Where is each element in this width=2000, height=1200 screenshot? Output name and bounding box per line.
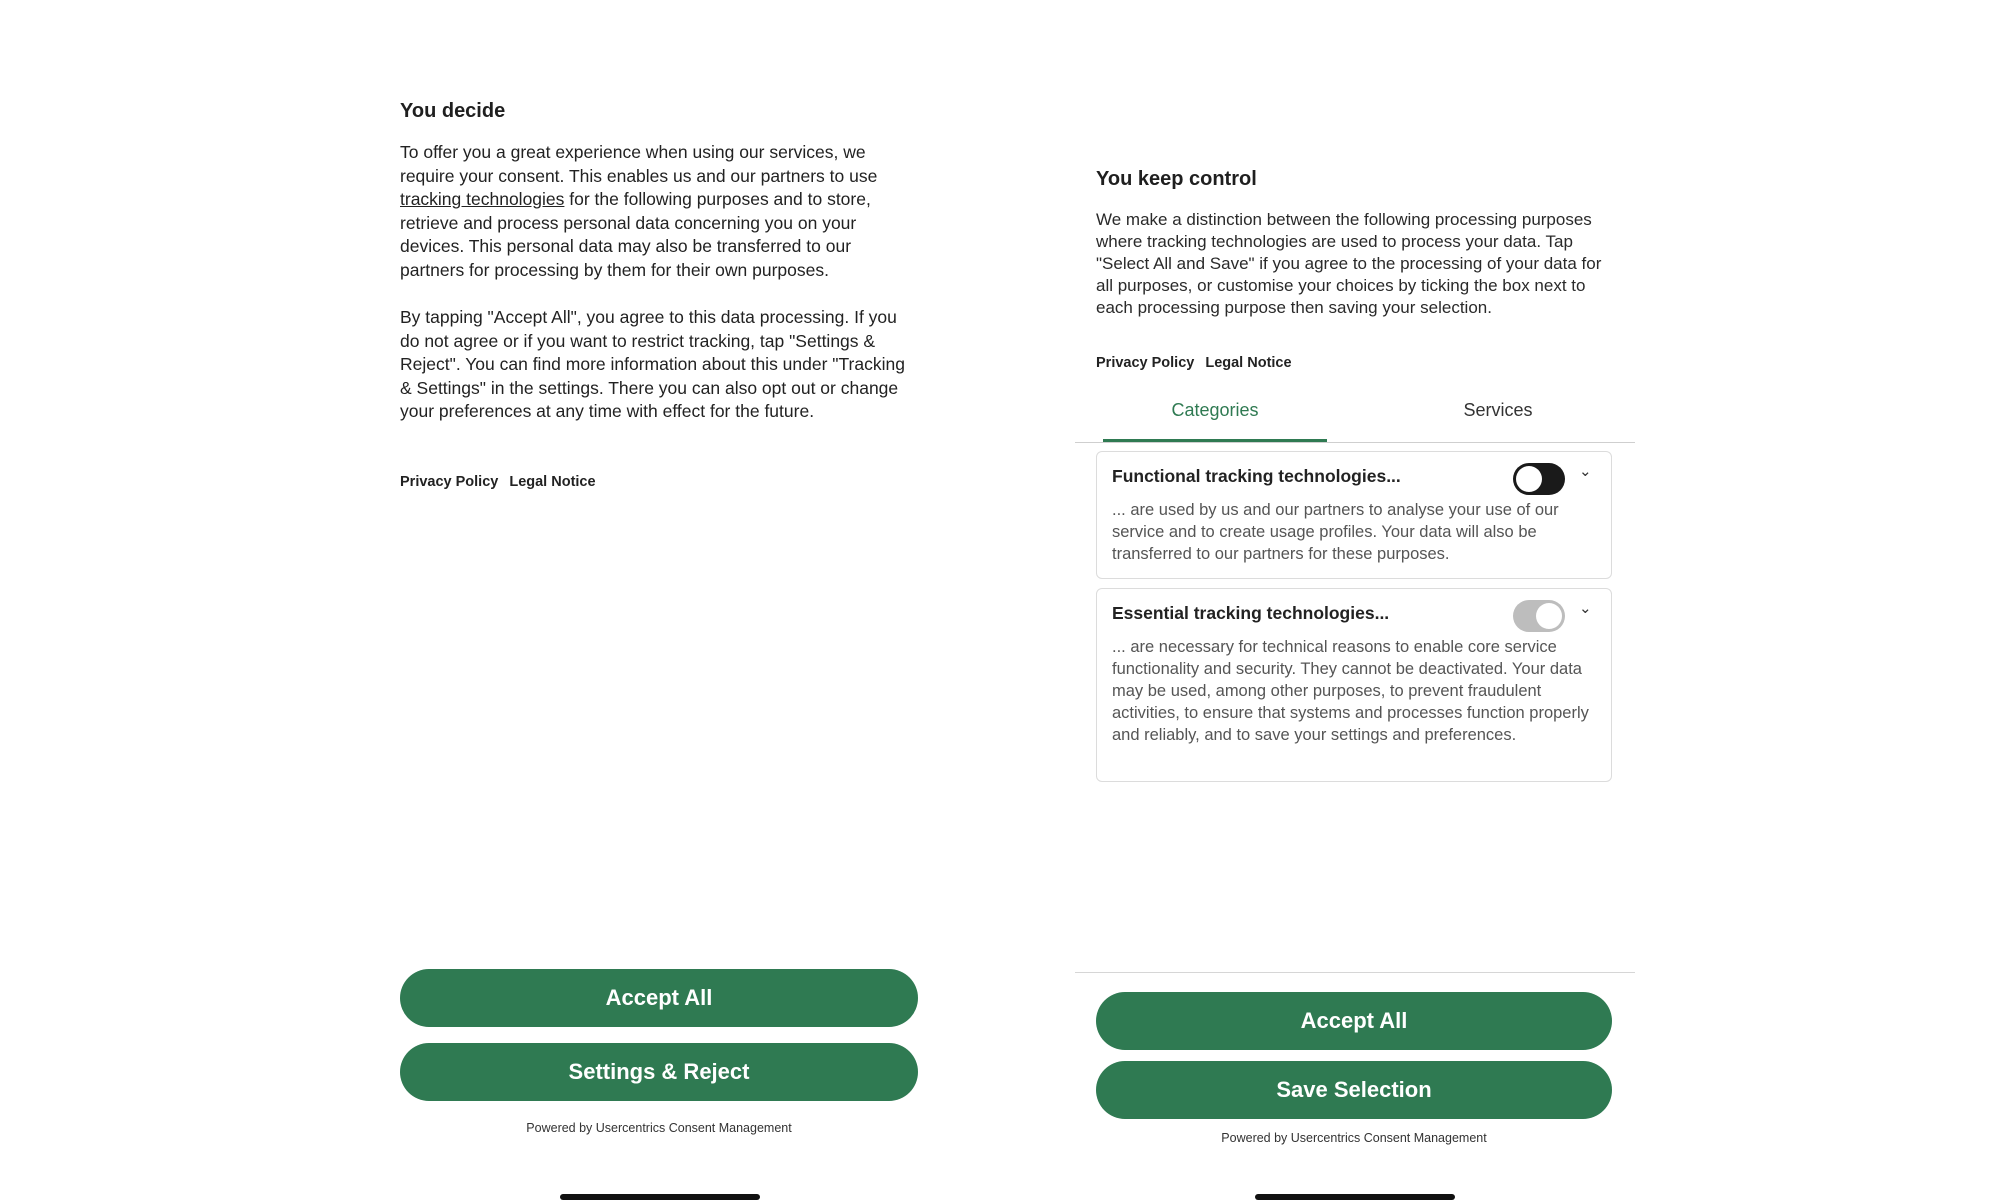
settings-reject-button[interactable]: Settings & Reject [400, 1043, 918, 1101]
footer-divider [1075, 972, 1635, 973]
chevron-down-icon[interactable]: ⌄ [1579, 463, 1592, 480]
accept-all-button[interactable]: Accept All [1096, 992, 1612, 1050]
intro-paragraph: We make a distinction between the following processing purposes where tracking technologies are used to process your data. Tap "Select All and Save" if you agree to the processing of your data for all purposes, or customise your choices by ticking the box next to each processing purpose then saving your selection. [1096, 210, 1602, 317]
save-selection-button[interactable]: Save Selection [1096, 1061, 1612, 1119]
intro-paragraph [400, 141, 915, 282]
intro-text-end: for the following purposes and to store, retrieve and process personal data concerning you on your devices. This personal data may also be transferred to our partners for processing by them for their own purposes. [400, 189, 871, 280]
legal-links [1096, 355, 1292, 371]
privacy-policy-link[interactable]: Privacy Policy [1096, 355, 1195, 371]
legal-notice-link[interactable]: Legal Notice [509, 474, 596, 490]
tracking-technologies-link[interactable]: tracking technologies [400, 189, 565, 209]
privacy-policy-link[interactable]: Privacy Policy [400, 474, 499, 490]
consent-screen-second-layer [1075, 0, 1635, 1200]
accept-all-button[interactable]: Accept All [400, 969, 918, 1027]
home-indicator [1255, 1194, 1455, 1200]
category-title: Essential tracking technologies... [1112, 603, 1390, 623]
legal-notice-link[interactable]: Legal Notice [1205, 355, 1292, 371]
category-description: ... are necessary for technical reasons to enable core service functionality and security. They cannot be deactivated. Your data may be used, among other purposes, to prevent fraudulent activities, to ensure that systems and processes function properly and reliably, and to save your settings and preferences. [1112, 638, 1589, 744]
page-title: You decide [400, 100, 506, 122]
toggle-knob [1516, 466, 1542, 492]
page-title: You keep control [1096, 168, 1257, 190]
tab-categories[interactable]: Categories [1171, 400, 1259, 420]
functional-toggle[interactable] [1513, 463, 1565, 495]
category-card-functional [1096, 451, 1612, 579]
legal-links [400, 474, 596, 490]
powered-by-text: Powered by Usercentrics Consent Management [1221, 1131, 1487, 1145]
active-tab-indicator [1103, 439, 1327, 442]
essential-toggle [1513, 600, 1565, 632]
intro-text-start: To offer you a great experience when using our services, we require your consent. This enables us and our partners to use [400, 142, 878, 186]
category-description: ... are used by us and our partners to analyse your use of our service and to create usage profiles. Your data will also be transferred to our partners for these purposes. [1112, 501, 1559, 563]
tab-services[interactable]: Services [1463, 400, 1533, 420]
tab-bar [1075, 390, 1635, 443]
consent-paragraph: By tapping "Accept All", you agree to this data processing. If you do not agree or if you want to restrict tracking, tap "Settings & Reject". You can find more information about this under "Tracking & Settings" in the settings. There you can also opt out or change your preferences at any time with effect for the future. [400, 307, 905, 421]
home-indicator [560, 1194, 760, 1200]
consent-screen-first-layer [400, 0, 920, 1200]
toggle-knob [1536, 603, 1562, 629]
category-card-essential [1096, 588, 1612, 782]
category-title: Functional tracking technologies... [1112, 466, 1401, 486]
powered-by-text: Powered by Usercentrics Consent Management [526, 1121, 792, 1135]
chevron-down-icon[interactable]: ⌄ [1579, 600, 1592, 617]
